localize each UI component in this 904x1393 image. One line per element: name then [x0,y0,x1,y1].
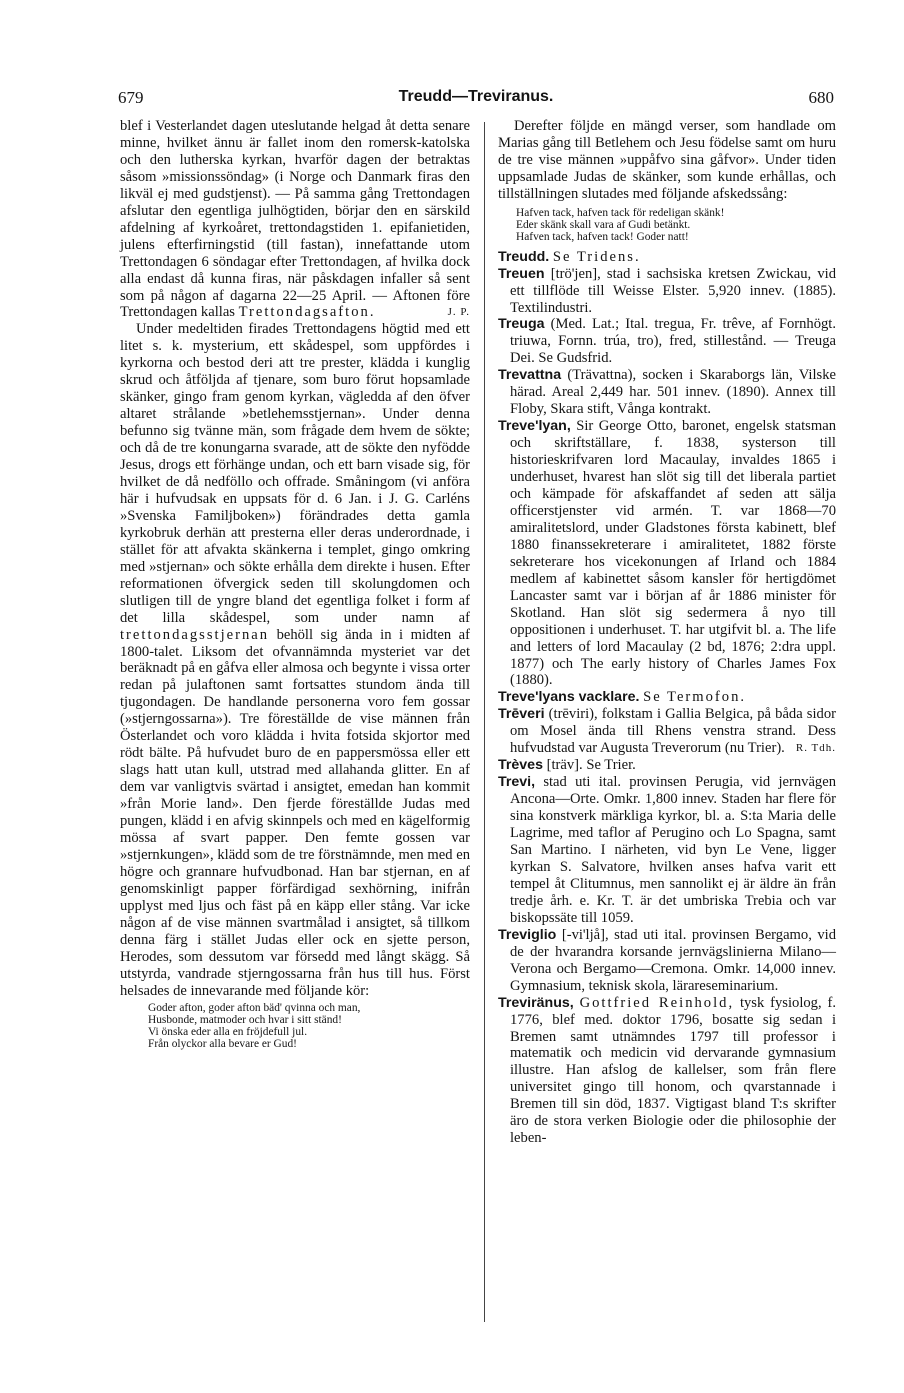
song-line: Husbonde, matmoder och hvar i sitt ständ! [148,1013,342,1026]
paragraph: blef i Vesterlandet dagen uteslutande helgad åt detta senare minne, hvilket ännu är fallet inom den romersk-katolska och den lutherska kyrkan, hvarför dagen der betraktas såsom »missionssöndag» (i Norge och Danmark firas den likväl ej med gudstjenst). — På samma gång Trettondagen afslutar den egentliga julhögtiden, börjar den en särskild afdelning af kyrkoåret, trettondagstiden 1. epifanietiden, julens efterfirningstid (till fastan), innefattande utom Trettondagen 6 söndagar efter Trettondagen, af hvilka dock alla endast då kunna firas, när påskdagen infaller så sent som på någon af dagarna 22—25 April. — Aftonen före Trettondagen kallas Trettondagsafton. [120,118,470,321]
left-column [120,118,470,1051]
right-column [498,118,836,1147]
headword: Treudd. [498,248,550,265]
headword: Treviränus, [498,994,574,1011]
headword: Trèves [498,757,543,774]
entry-trevelyan: Treve'lyan, Sir George Otto, baronet, engelsk statsman och skriftställare, f. 1838, systerson till historieskrifvaren lord Macaulay, invaldes 1865 i underhuset, hvarest han slöt sig till det liberala partiet och kämpade för afskaffandet af seden att sälja officerstjenster vid armén. T. var 1868—70 amiralitetslord, under Gladstones första kabinett, blef 1880 finanssekreterare i amiralitetet, 1882 förste sekreterare hos vicekonungen af Irland och 1884 medlem af kabinettet såsom kansler för hertigdömet Lancaster samt var i början af år 1886 minister för Skotland. Han slöt sig sedermera å nyo till oppositionen i underhuset. T. har utgifvit bl. a. The life and letters of lord Macaulay (2 bd, 1876; 2:dra uppl. 1877) och The early history of Charles James Fox (1880). [498,418,836,689]
column-divider [484,122,485,1322]
author-signature: R. Tdh. [795,742,836,755]
paragraph: Derefter följde en mängd verser, som handlade om Marias gång till Betlehem och Jesu födelse samt om huru de tre vise männen »uppåfvo sina gåfvor». Under tiden uppsamlade Judas de skänker, som kunde erhållas, och tillställningen slutades med följande afskedssång: [498,118,836,202]
entry-treviranus: Treviränus, Gottfried Reinhold, tysk fysiolog, f. 1776, blef med. doktor 1796, bosatte sig sedan i Bremen samt utnämndes 1797 till professor i matematik och medicin vid dervarande gymnasium illustre. Han afslog de kallelser, som från flere universitet gingo till honom, och qvarstannade i Bremen till sin död, 1837. Vigtigast bland T:s skrifter äro de stora verken Biologie oder die philosophie der leben- [498,994,836,1147]
song-verse [148,1002,470,1051]
headword: Treve'lyans vacklare. [498,689,640,706]
song-line: Eder skänk skall vara af Gudi betänkt. [516,219,691,232]
page-number-right: 680 [808,88,834,107]
page-number-left: 679 [118,88,144,107]
song-line: Goder afton, goder afton bäd' qvinna och man, [148,1001,361,1014]
entry-treves: Trèves [träv]. Se Trier. [498,757,636,774]
entry-treudd: Treudd. Se Tridens. [498,248,641,265]
song-line: Från olyckor alla bevare er Gud! [148,1038,297,1051]
entry-treuga: Treuga (Med. Lat.; Ital. tregua, Fr. trêve, af Fornhögt. triuwa, Fornn. trúa, tro), fred, stillestånd. — Treuga Dei. Se Gudsfrid. [498,316,836,367]
author-signature: J. P. [447,306,470,319]
headword: Trēveri [498,706,545,723]
song-line: Vi önska eder alla en fröjdefull jul. [148,1026,308,1039]
entry-trevattna: Trevattna (Trävattna), socken i Skaraborgs län, Vilske härad. Areal 2,449 har. 501 innev. (1890). Annex till Floby, Skara stift, Vånga kontrakt. [498,367,836,418]
song-verse [516,207,836,244]
headword: Trevattna [498,367,562,384]
spaced-term: Trettondagsafton. [238,304,376,321]
headword: Treuga [498,316,545,333]
paragraph: Under medeltiden firades Trettondagens högtid med ett litet s. k. mysterium, ett skådespel, som uppfördes i kyrkorna och bestod deri att tre prester, klädda i kunglig skrud och åtföljda af tjenare, som buro förut hopsamlade skänker, gingo fram genom kyrkan, vägledda af den öfver altaret strålande »betlehemsstjernan». Under denna befunno sig tvänne män, som frågade dem hvem de sökte; och då de tre konungarna svarade, att de sökte den nyfödde Jesus, drogs ett förhänge undan, och ett barn visade sig, för hvilket de då nedföllo och offrade. Småningom (vi anföra här i hufvudsak en uppsats för d. 6 Jan. i J. G. Carléns »Svenska Familjboken») förändrades detta gamla kyrkobruk derhän att presterna eller deras underordnade, i stället för att afvakta skänkerna i templet, gingo omkring med »stjernan» och sökte erhålla dem direkte i husen. Efter reformationen öfvergick seden till skolungdomen och slutligen till de yngre bland det egentliga folket i form af det lilla skådespel, som under namn af trettondagsstjernan behöll sig ända in i midten af 1800-talet. Liksom det ofvannämnda mysteriet var det beräknadt på en gåfva eller almosa och begynte i vissa orter redan på julaftonen samt fortsattes stundom ända till tjugondagen. De handlande personerna voro fem gossar (»stjerngossarna»). Tre föreställde de vise männen från Österlandet och voro klädda i hvita fotsida skjortor med rödt bälte. På hufvudet buro de en pappersmössa eller ett slags hatt utan kull, utstrad med allahanda glitter. En af dem var vanligtvis svärtad i ansigtet, emedan han kommit »från Morie land». Den fjerde föreställde Judas med pungen, klädd i en afvig skinnpels och med en kägelformig mössa af svart papper. Den femte gossen var »stjernkungen», klädd som de tre förstnämnde, men med en högre och grannare hufvudbonad. Han bar stjernan, en af genomskinligt papper förfärdigad sexhörning, inifrån upplyst med ljus och fäst på en käpp eller stång. Var icke någon af de vise männen svartmålad i ansigtet, så tillkom denna färg i stället Judas eller ock en sjette person, Herodes, som dessutom var försedd med långt skägg. Så utstyrda, vandrade stjerngossarna från hus till hus. Först helsades de innevarande med följande kör: [120,321,470,999]
headword: Treuen [498,265,545,282]
entry-treveri: Trēveri (trēviri), folkstam i Gallia Belgica, på båda sidor om Mosel ända till Rhens venstra strand. Dess hufvudstad var Augusta Treverorum (nu Trier). R. Tdh. [498,706,836,757]
entry-treuen: Treuen [trö'jen], stad i sachsiska kretsen Zwickau, vid ett tillflöde till Weisse Elster. 5,920 innev. (1885). Textilindustri. [498,265,836,316]
running-title: Treudd—Treviranus. [398,88,554,105]
song-line: Hafven tack, hafven tack! Goder natt! [516,231,689,244]
entry-trevi: Trevi, stad uti ital. provinsen Perugia, vid jernvägen Ancona—Orte. Omkr. 1,800 innev. Staden har flere för sina konstverk märkliga kyrkor, bl. a. S:ta Maria delle Lagrime, med taflor af Perugino och Lo Spagna, samt San Martino. I närheten, vid byn Le Vene, ligger kyrkan S. Salvatore, hvilken anses hafva varit ett tempel åt Clitumnus, men sannolikt ej är äldre än från tredje årh. e. Kr. T. är det umbriska Trebia och var biskopssäte till 1059. [498,774,836,926]
song-line: Hafven tack, hafven tack för redeligan skänk! [516,206,725,219]
entry-treviglio: Treviglio [-vi'ljå], stad uti ital. provinsen Bergamo, vid de der hvarandra korsande jernvägslinierna Milano—Verona och Bergamo—Cremona. Omkr. 14,000 innev. Gymnasium, teknisk skola, lärareseminarium. [498,926,836,994]
headword: Treviglio [498,926,557,943]
spaced-term: trettondagsstjernan [120,626,270,643]
page-header [118,88,834,112]
headword: Treve'lyan, [498,418,571,435]
headword: Trevi, [498,774,536,791]
entry-trevelyans-vacklare: Treve'lyans vacklare. Se Termofon. [498,689,747,706]
